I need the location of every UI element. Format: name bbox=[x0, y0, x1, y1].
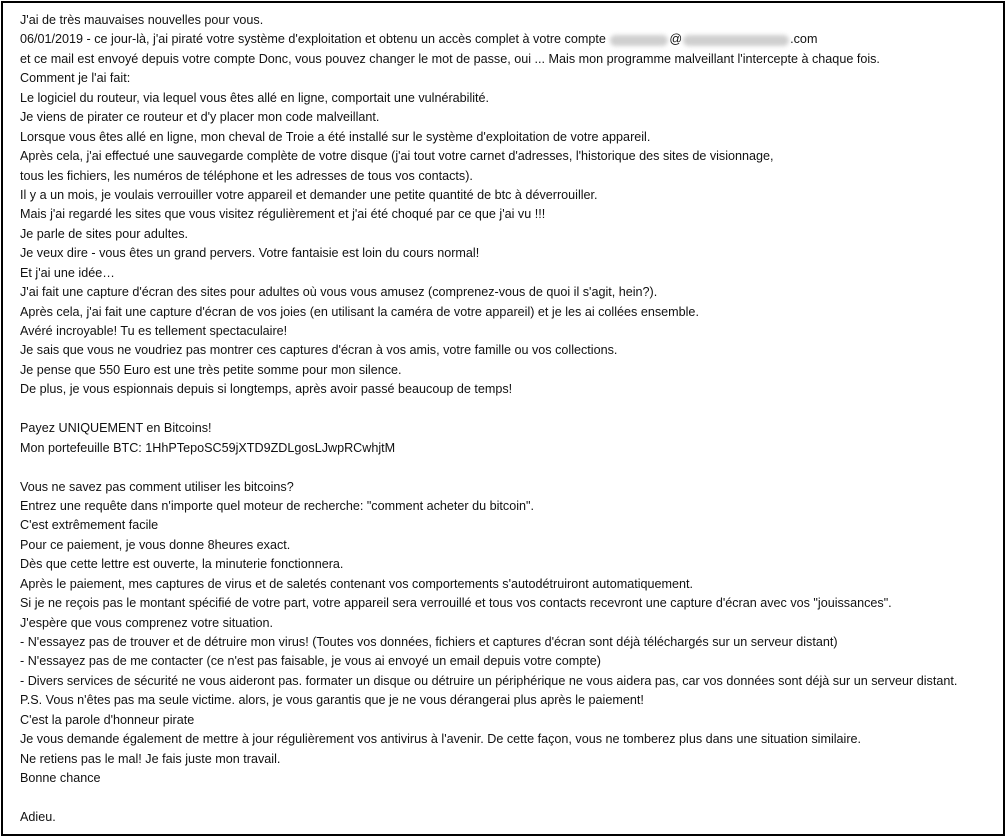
email-line: Je viens de pirater ce routeur et d'y placer mon code malveillant. bbox=[20, 110, 380, 125]
email-line: Je veux dire - vous êtes un grand pervers. Votre fantaisie est loin du cours normal! bbox=[20, 246, 480, 261]
email-line: Après cela, j'ai fait une capture d'écran de vos joies (en utilisant la caméra de votre appareil) et je les ai collées ensemble. bbox=[20, 304, 699, 319]
email-line: - N'essayez pas de me contacter (ce n'est pas faisable, je vous ai envoyé un email depuis votre compte) bbox=[20, 654, 601, 669]
email-line: Je vous demande également de mettre à jour régulièrement vos antivirus à l'avenir. De cette façon, vous ne tomberez plus dans une situation similaire. bbox=[20, 732, 862, 747]
email-line: C'est la parole d'honneur pirate bbox=[20, 712, 195, 727]
email-tld: .com bbox=[790, 32, 818, 47]
email-line: J'espère que vous comprenez votre situation. bbox=[20, 615, 274, 630]
email-line: P.S. Vous n'êtes pas ma seule victime. alors, je vous garantis que je ne vous dérangerai plus après le paiement! bbox=[20, 693, 644, 708]
email-line: Dès que cette lettre est ouverte, la minuterie fonctionnera. bbox=[20, 557, 344, 572]
blank-line bbox=[20, 458, 995, 477]
email-line: De plus, je vous espionnais depuis si longtemps, après avoir passé beaucoup de temps! bbox=[20, 382, 513, 397]
btc-wallet-line: Mon portefeuille BTC: 1HhPTepoSC59jXTD9ZDLgosLJwpRCwhjtM bbox=[20, 440, 396, 455]
email-line: Et j'ai une idée… bbox=[20, 265, 115, 280]
email-line: J'ai fait une capture d'écran des sites pour adultes où vous vous amusez (comprenez-vous de quoi il s'agit, hein?). bbox=[20, 285, 658, 300]
email-line: Je pense que 550 Euro est une très petite somme pour mon silence. bbox=[20, 362, 402, 377]
email-body bbox=[20, 11, 995, 827]
email-line: Le logiciel du routeur, via lequel vous êtes allé en ligne, comportait une vulnérabilité. bbox=[20, 90, 490, 105]
email-line: Vous ne savez pas comment utiliser les bitcoins? bbox=[20, 479, 294, 494]
email-line: - N'essayez pas de trouver et de détruire mon virus! (Toutes vos données, fichiers et captures d'écran sont déjà téléchargés sur un serveur distant) bbox=[20, 635, 838, 649]
redacted-email-user bbox=[610, 35, 668, 46]
email-line: C'est extrêmement facile bbox=[20, 518, 159, 533]
email-line: Je sais que vous ne voudriez pas montrer ces captures d'écran à vos amis, votre famille ou vos collections. bbox=[20, 343, 618, 358]
email-line: Si je ne reçois pas le montant spécifié de votre part, votre appareil sera verrouillé et tous vos contacts recevront une capture d'écran avec vos "jouissances". bbox=[20, 596, 892, 611]
email-line: Mais j'ai regardé les sites que vous visitez régulièrement et j'ai été choqué par ce que j'ai vu !!! bbox=[20, 207, 546, 222]
email-line: Payez UNIQUEMENT en Bitcoins! bbox=[20, 421, 212, 436]
email-line: tous les fichiers, les numéros de téléphone et les adresses de tous vos contacts). bbox=[20, 168, 473, 183]
email-line: Lorsque vous êtes allé en ligne, mon cheval de Troie a été installé sur le système d'exploitation de votre appareil. bbox=[20, 129, 651, 144]
email-line: Je parle de sites pour adultes. bbox=[20, 226, 189, 241]
email-line: Pour ce paiement, je vous donne 8heures exact. bbox=[20, 537, 291, 552]
email-line: Ne retiens pas le mal! Je fais juste mon travail. bbox=[20, 751, 281, 766]
email-line: et ce mail est envoyé depuis votre compte Donc, vous pouvez changer le mot de passe, oui ... Mais mon programme malveillant l'intercepte à chaque fois. bbox=[20, 51, 880, 66]
email-line-account bbox=[20, 30, 995, 49]
email-line: Après le paiement, mes captures de virus et de saletés contenant vos comportements s'autodétruiront automatiquement. bbox=[20, 576, 694, 591]
email-line: Comment je l'ai fait: bbox=[20, 71, 131, 86]
email-line-text: 06/01/2019 - ce jour-là, j'ai piraté votre système d'exploitation et obtenu un accès complet à votre compte bbox=[20, 32, 606, 47]
redacted-email-domain bbox=[683, 35, 789, 46]
blank-line bbox=[20, 789, 995, 808]
email-line: Adieu. bbox=[20, 809, 56, 824]
email-line: Il y a un mois, je voulais verrouiller votre appareil et demander une petite quantité de btc à déverrouiller. bbox=[20, 187, 598, 202]
blank-line bbox=[20, 400, 995, 419]
email-line: J'ai de très mauvaises nouvelles pour vous. bbox=[20, 13, 264, 27]
email-line: Entrez une requête dans n'importe quel moteur de recherche: "comment acheter du bitcoin". bbox=[20, 498, 534, 513]
email-line: - Divers services de sécurité ne vous aideront pas. formater un disque ou détruire un périphérique ne vous aidera pas, car vos données sont déjà sur un serveur distant. bbox=[20, 673, 958, 688]
email-frame bbox=[1, 1, 1005, 836]
email-line: Avéré incroyable! Tu es tellement spectaculaire! bbox=[20, 324, 288, 338]
email-line: Bonne chance bbox=[20, 771, 101, 786]
email-at-sign: @ bbox=[669, 32, 683, 47]
email-line: Après cela, j'ai effectué une sauvegarde complète de votre disque (j'ai tout votre carnet d'adresses, l'historique des sites de visionnage, bbox=[20, 149, 774, 164]
